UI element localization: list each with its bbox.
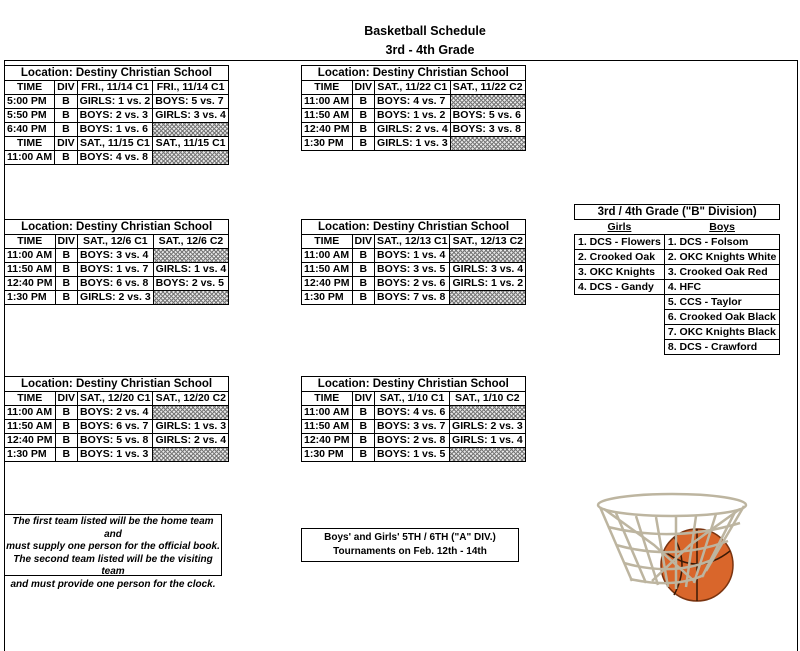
- boys-team: 2. OKC Knights White: [664, 250, 780, 265]
- column-header: SAT., 1/10 C1: [375, 392, 450, 406]
- game-row: [302, 291, 526, 305]
- court1-game: GIRLS: 2 vs. 3: [78, 291, 154, 305]
- court1-game: BOYS: 1 vs. 5: [375, 448, 450, 462]
- location-header: Location: Destiny Christian School: [302, 66, 526, 81]
- time-cell: 12:40 PM: [302, 434, 353, 448]
- column-header: FRI., 11/14 C1: [77, 81, 153, 95]
- court2-game: [153, 406, 229, 420]
- time-cell: 1:30 PM: [5, 291, 56, 305]
- court2-game: [153, 123, 229, 137]
- time-cell: 12:40 PM: [5, 434, 56, 448]
- note-line: The second team listed will be the visiting team: [13, 553, 213, 577]
- div-cell: B: [55, 249, 78, 263]
- column-header: SAT., 11/22 C1: [375, 81, 451, 95]
- court1-game: BOYS: 2 vs. 3: [77, 109, 153, 123]
- location-header: Location: Destiny Christian School: [302, 220, 526, 235]
- court1-game: GIRLS: 1 vs. 2: [77, 95, 153, 109]
- game-row: [5, 406, 229, 420]
- game-row: [5, 123, 229, 137]
- game-row: [302, 420, 526, 434]
- time-cell: 12:40 PM: [5, 277, 56, 291]
- time-cell: 11:00 AM: [5, 249, 56, 263]
- court2-game: [450, 249, 526, 263]
- page-title: Basketball Schedule: [364, 24, 486, 38]
- time-cell: 12:40 PM: [302, 277, 353, 291]
- court1-game: BOYS: 1 vs. 6: [77, 123, 153, 137]
- court1-game: GIRLS: 1 vs. 3: [375, 137, 451, 151]
- time-cell: 1:30 PM: [302, 137, 353, 151]
- home-team-note: [4, 514, 222, 590]
- court2-game: [450, 137, 525, 151]
- court2-game: GIRLS: 1 vs. 4: [450, 434, 526, 448]
- div-cell: B: [352, 434, 375, 448]
- girls-team: 2. Crooked Oak: [575, 250, 665, 265]
- column-header: TIME: [5, 137, 55, 151]
- court2-game: GIRLS: 2 vs. 3: [450, 420, 526, 434]
- court2-game: GIRLS: 1 vs. 2: [450, 277, 526, 291]
- boys-team: 5. CCS - Taylor: [664, 295, 780, 310]
- court1-game: BOYS: 3 vs. 5: [375, 263, 450, 277]
- div-cell: B: [55, 420, 78, 434]
- court1-game: BOYS: 4 vs. 6: [375, 406, 450, 420]
- court2-game: GIRLS: 1 vs. 3: [153, 420, 229, 434]
- game-row: [302, 249, 526, 263]
- column-header: DIV: [55, 81, 78, 95]
- court2-game: [450, 95, 525, 109]
- column-header: SAT., 12/13 C2: [450, 235, 526, 249]
- game-row: [5, 109, 229, 123]
- time-cell: 11:00 AM: [302, 406, 353, 420]
- time-cell: 1:30 PM: [302, 291, 353, 305]
- location-header: Location: Destiny Christian School: [5, 377, 229, 392]
- court2-game: [450, 291, 526, 305]
- court1-game: BOYS: 1 vs. 4: [375, 249, 450, 263]
- court1-game: BOYS: 4 vs. 7: [375, 95, 451, 109]
- court1-game: BOYS: 2 vs. 4: [78, 406, 153, 420]
- standings-table: [574, 204, 780, 355]
- court1-game: BOYS: 6 vs. 7: [78, 420, 153, 434]
- empty-cell: [575, 340, 665, 355]
- div-cell: B: [352, 420, 375, 434]
- court1-game: BOYS: 2 vs. 8: [375, 434, 450, 448]
- column-header: SAT., 12/6 C2: [153, 235, 229, 249]
- court2-game: [153, 291, 229, 305]
- note-line: must supply one person for the official book.: [6, 541, 220, 552]
- game-row: [302, 448, 526, 462]
- game-row: [302, 263, 526, 277]
- div-cell: B: [55, 123, 78, 137]
- div-cell: B: [352, 263, 375, 277]
- boys-team: 7. OKC Knights Black: [664, 325, 780, 340]
- div-cell: B: [55, 263, 78, 277]
- time-cell: 11:50 AM: [302, 263, 353, 277]
- div-cell: B: [55, 277, 78, 291]
- game-row: [5, 277, 229, 291]
- schedule-block-3: [4, 219, 229, 305]
- empty-cell: [575, 310, 665, 325]
- location-header: Location: Destiny Christian School: [5, 220, 229, 235]
- court2-game: [153, 249, 229, 263]
- div-cell: B: [352, 109, 375, 123]
- game-row: [5, 249, 229, 263]
- court1-game: BOYS: 1 vs. 7: [78, 263, 154, 277]
- div-cell: B: [352, 123, 375, 137]
- column-header: SAT., 11/15 C1: [153, 137, 229, 151]
- column-header: TIME: [302, 235, 353, 249]
- schedule-block-5: [4, 376, 229, 462]
- game-row: [5, 420, 229, 434]
- column-header-row: [302, 81, 526, 95]
- court2-game: GIRLS: 1 vs. 4: [153, 263, 229, 277]
- column-header: DIV: [352, 81, 375, 95]
- boys-team: 1. DCS - Folsom: [664, 235, 780, 250]
- court1-game: BOYS: 3 vs. 7: [375, 420, 450, 434]
- column-header: SAT., 12/20 C2: [153, 392, 229, 406]
- column-header-row: [5, 235, 229, 249]
- column-header: SAT., 1/10 C2: [450, 392, 526, 406]
- div-cell: B: [352, 95, 375, 109]
- div-cell: B: [55, 95, 78, 109]
- column-header: DIV: [352, 235, 375, 249]
- schedule-block-6: [301, 376, 526, 462]
- note-line: and must provide one person for the clock.: [10, 578, 216, 590]
- court2-game: BOYS: 3 vs. 8: [450, 123, 525, 137]
- time-cell: 11:00 AM: [302, 95, 353, 109]
- div-cell: B: [55, 151, 78, 165]
- boys-team: 8. DCS - Crawford: [664, 340, 780, 355]
- game-row: [302, 434, 526, 448]
- basketball-hoop-image: [594, 485, 754, 605]
- game-row: [5, 263, 229, 277]
- div-cell: B: [55, 109, 78, 123]
- court1-game: GIRLS: 2 vs. 4: [375, 123, 451, 137]
- div-cell: B: [352, 448, 375, 462]
- column-header: TIME: [5, 235, 56, 249]
- empty-cell: [575, 325, 665, 340]
- time-cell: 11:50 AM: [5, 263, 56, 277]
- court1-game: BOYS: 3 vs. 4: [78, 249, 154, 263]
- div-cell: B: [352, 249, 375, 263]
- court2-game: BOYS: 2 vs. 5: [153, 277, 229, 291]
- time-cell: 5:50 PM: [5, 109, 55, 123]
- court2-game: [153, 151, 229, 165]
- time-cell: 11:00 AM: [5, 406, 56, 420]
- court2-game: GIRLS: 2 vs. 4: [153, 434, 229, 448]
- time-cell: 11:00 AM: [5, 151, 55, 165]
- girls-label: Girls: [607, 221, 632, 233]
- tournament-line: Boys' and Girls' 5TH / 6TH ("A" DIV.): [324, 532, 496, 543]
- court1-game: BOYS: 4 vs. 8: [77, 151, 153, 165]
- column-header: SAT., 11/22 C2: [450, 81, 525, 95]
- column-header: DIV: [55, 137, 78, 151]
- div-cell: B: [352, 137, 375, 151]
- game-row: [5, 291, 229, 305]
- schedule-block-2: [301, 65, 526, 151]
- column-header: TIME: [5, 81, 55, 95]
- court2-game: BOYS: 5 vs. 6: [450, 109, 525, 123]
- location-header: Location: Destiny Christian School: [5, 66, 229, 81]
- tournament-line: Tournaments on Feb. 12th - 14th: [333, 546, 487, 557]
- boys-label: Boys: [709, 221, 735, 233]
- girls-team: 1. DCS - Flowers: [575, 235, 665, 250]
- court2-game: [450, 448, 526, 462]
- column-header-row: [302, 392, 526, 406]
- time-cell: 11:00 AM: [302, 249, 353, 263]
- game-row: [302, 95, 526, 109]
- location-header: Location: Destiny Christian School: [302, 377, 526, 392]
- column-header: SAT., 12/20 C1: [78, 392, 153, 406]
- game-row: [5, 95, 229, 109]
- div-cell: B: [55, 434, 78, 448]
- court1-game: BOYS: 7 vs. 8: [375, 291, 450, 305]
- game-row: [302, 109, 526, 123]
- div-cell: B: [55, 448, 78, 462]
- column-header: FRI., 11/14 C1: [153, 81, 229, 95]
- court2-game: GIRLS: 3 vs. 4: [450, 263, 526, 277]
- schedule-block-4: [301, 219, 526, 305]
- boys-team: 4. HFC: [664, 280, 780, 295]
- game-row: [5, 434, 229, 448]
- column-header-row: [302, 235, 526, 249]
- girls-team: 3. OKC Knights: [575, 265, 665, 280]
- column-header: SAT., 12/6 C1: [78, 235, 154, 249]
- page-subtitle: 3rd - 4th Grade: [385, 43, 475, 57]
- time-cell: 11:50 AM: [302, 420, 353, 434]
- time-cell: 1:30 PM: [302, 448, 353, 462]
- div-cell: B: [55, 406, 78, 420]
- court2-game: [450, 406, 526, 420]
- time-cell: 11:50 AM: [302, 109, 353, 123]
- court1-game: BOYS: 2 vs. 6: [375, 277, 450, 291]
- tournament-note: [301, 528, 519, 562]
- column-header: SAT., 11/15 C1: [77, 137, 153, 151]
- time-cell: 11:50 AM: [5, 420, 56, 434]
- time-cell: 1:30 PM: [5, 448, 56, 462]
- div-cell: B: [352, 277, 375, 291]
- game-row: [5, 448, 229, 462]
- game-row: [302, 406, 526, 420]
- column-header: TIME: [302, 81, 353, 95]
- time-cell: 12:40 PM: [302, 123, 353, 137]
- column-header: TIME: [302, 392, 353, 406]
- column-header-row: [5, 137, 229, 151]
- empty-cell: [575, 295, 665, 310]
- game-row: [302, 277, 526, 291]
- note-line: The first team listed will be the home team and: [12, 516, 214, 540]
- time-cell: 5:00 PM: [5, 95, 55, 109]
- court1-game: BOYS: 6 vs. 8: [78, 277, 154, 291]
- column-header: TIME: [5, 392, 56, 406]
- court2-game: BOYS: 5 vs. 7: [153, 95, 229, 109]
- div-cell: B: [55, 291, 78, 305]
- schedule-block-1: [4, 65, 229, 165]
- game-row: [302, 123, 526, 137]
- court1-game: BOYS: 1 vs. 3: [78, 448, 153, 462]
- boys-team: 6. Crooked Oak Black: [664, 310, 780, 325]
- div-cell: B: [352, 406, 375, 420]
- court1-game: BOYS: 5 vs. 8: [78, 434, 153, 448]
- time-cell: 6:40 PM: [5, 123, 55, 137]
- girls-team: 4. DCS - Gandy: [575, 280, 665, 295]
- column-header: DIV: [352, 392, 375, 406]
- column-header: SAT., 12/13 C1: [375, 235, 450, 249]
- column-header-row: [5, 81, 229, 95]
- column-header: DIV: [55, 392, 78, 406]
- court1-game: BOYS: 1 vs. 2: [375, 109, 451, 123]
- court2-game: GIRLS: 3 vs. 4: [153, 109, 229, 123]
- div-cell: B: [352, 291, 375, 305]
- game-row: [5, 151, 229, 165]
- court2-game: [153, 448, 229, 462]
- boys-team: 3. Crooked Oak Red: [664, 265, 780, 280]
- standings-heading: 3rd / 4th Grade ("B" Division): [575, 205, 780, 220]
- column-header-row: [5, 392, 229, 406]
- game-row: [302, 137, 526, 151]
- column-header: DIV: [55, 235, 78, 249]
